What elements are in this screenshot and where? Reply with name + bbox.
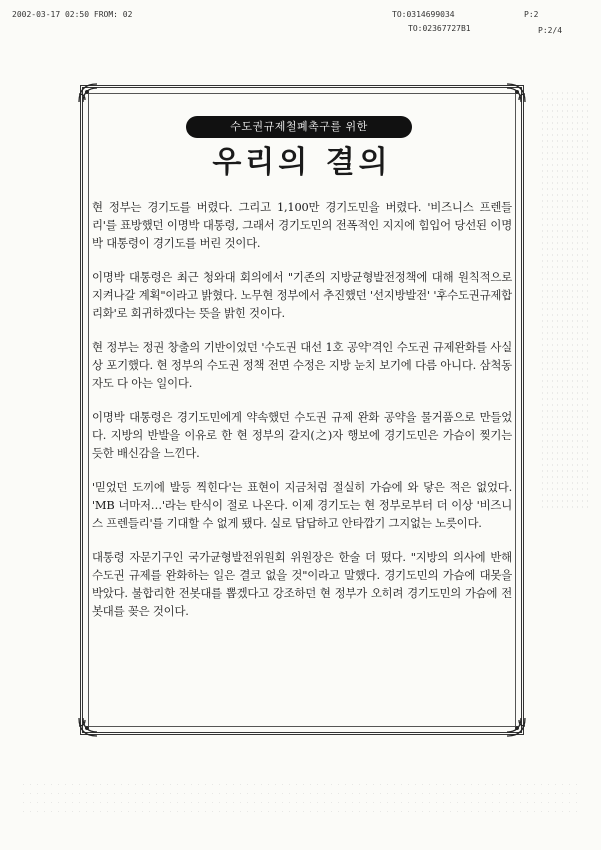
page-title: 우리의 결의 [212,145,392,180]
fax-to-line-1: TO:0314699034 [392,10,455,19]
fax-date-line: 2002-03-17 02:50 FROM: 02 [12,10,133,19]
paragraph: '믿었던 도끼에 발등 찍힌다'는 표현이 지금처럼 절실히 가슴에 와 닿은 적은 없었다. 'MB 너마저…'라는 탄식이 절로 나온다. 이제 경기도는 현 정부로부터 더 이상 '비즈니스 프렌들리'를 기대할 수 없게 됐다. 실로 답답하고 안타깝기 그지없는 노릇이다. [92,480,512,530]
fax-page-2: P:2/4 [538,26,563,35]
scan-noise [20,780,580,820]
resolution-body [92,198,512,620]
corner-ornament-icon [505,82,527,104]
paragraph: 이명박 대통령은 경기도민에게 약속했던 수도권 규제 완화 공약을 물거품으로 만들었다. 지방의 반발을 이유로 한 현 정부의 갈지(之)자 행보에 경기도민은 가슴이 찢기는 듯한 배신감을 느낀다. [92,410,512,460]
corner-ornament-icon [505,716,527,738]
fax-to-line-2: TO:02367727B1 [408,24,471,33]
subtitle-banner: 수도권규제철폐촉구를 위한 [186,116,412,138]
fax-header [0,0,601,40]
paragraph: 이명박 대통령은 최근 청와대 회의에서 "기존의 지방균형발전정책에 대해 원칙적으로 지켜나갈 계획"이라고 밝혔다. 노무현 정부에서 추진했던 '선지방발전' '후수도권규제합리화'로 회귀하겠다는 뜻을 밝힌 것이다. [92,270,512,320]
scan-speckle [540,90,590,510]
paragraph: 현 정부는 정권 창출의 기반이었던 '수도권 대선 1호 공약'격인 수도권 규제완화를 사실상 포기했다. 현 정부의 수도권 정책 전면 수정은 지방 눈치 보기에 다름 아니다. 삼척동자도 다 아는 일이다. [92,340,512,390]
fax-page-1: P:2 [524,10,539,19]
paragraph: 대통령 자문기구인 국가균형발전위원회 위원장은 한술 더 떴다. "지방의 의사에 반해 수도권 규제를 완화하는 일은 결코 없을 것"이라고 말했다. 경기도민의 가슴에 대못을 박았다. 불합리한 전봇대를 뽑겠다고 강조하던 현 정부가 오히려 경기도민의 가슴에 전봇대를 꽂은 것이다. [92,550,512,618]
corner-ornament-icon [77,716,99,738]
paragraph: 현 정부는 경기도를 버렸다. 그리고 1,100만 경기도민을 버렸다. '비즈니스 프렌들리'를 표방했던 이명박 대통령, 그래서 경기도민의 전폭적인 지지에 힘입어 당선된 이명박 대통령이 경기도를 버린 것이다. [92,200,512,250]
corner-ornament-icon [77,82,99,104]
